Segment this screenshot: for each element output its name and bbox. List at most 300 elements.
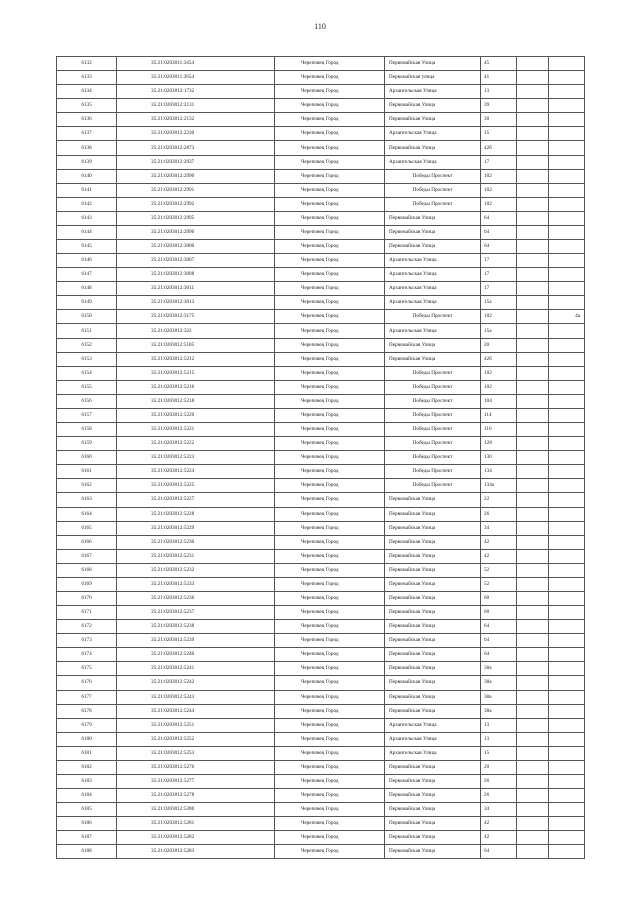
city-cell: Череповец Город <box>275 817 385 831</box>
building-cell <box>517 831 549 845</box>
building-cell <box>517 197 549 211</box>
building-cell <box>517 634 549 648</box>
city-cell: Череповец Город <box>275 155 385 169</box>
record-number-cell: 6154 <box>57 366 117 380</box>
house-number-cell: 114 <box>481 408 517 422</box>
note-cell <box>549 620 585 634</box>
house-number-cell: 102 <box>481 380 517 394</box>
house-number-cell: 128 <box>481 437 517 451</box>
table-row <box>57 127 585 141</box>
note-cell <box>549 774 585 788</box>
cadastral-number-cell: 35:21:0203012:5222 <box>117 437 275 451</box>
table-row <box>57 310 585 324</box>
street-cell: Первомайская Улица <box>385 535 481 549</box>
cadastral-number-cell: 35:21:0203011:3654 <box>117 71 275 85</box>
record-number-cell: 6166 <box>57 535 117 549</box>
record-number-cell: 6150 <box>57 310 117 324</box>
table-row <box>57 254 585 268</box>
table-row <box>57 296 585 310</box>
record-number-cell: 6164 <box>57 507 117 521</box>
street-cell: Первомайская Улица <box>385 648 481 662</box>
street-cell: Первомайская Улица <box>385 845 481 859</box>
street-cell: Архангельская Улица <box>385 296 481 310</box>
building-cell <box>517 85 549 99</box>
building-cell <box>517 549 549 563</box>
building-cell <box>517 451 549 465</box>
table-row <box>57 676 585 690</box>
city-cell: Череповец Город <box>275 831 385 845</box>
cadastral-number-cell: 35:21:0203012:2992 <box>117 197 275 211</box>
note-cell <box>549 197 585 211</box>
street-cell: Первомайская Улица <box>385 676 481 690</box>
building-cell <box>517 591 549 605</box>
record-number-cell: 6184 <box>57 789 117 803</box>
note-cell <box>549 831 585 845</box>
table-row <box>57 662 585 676</box>
table-row <box>57 141 585 155</box>
note-cell <box>549 225 585 239</box>
house-number-cell: 13 <box>481 718 517 732</box>
city-cell: Череповец Город <box>275 803 385 817</box>
table-row <box>57 789 585 803</box>
note-cell <box>549 690 585 704</box>
cadastral-number-cell: 35:21:0203012:5220 <box>117 408 275 422</box>
record-number-cell: 6173 <box>57 634 117 648</box>
note-cell <box>549 366 585 380</box>
table-row <box>57 521 585 535</box>
house-number-cell: 26 <box>481 507 517 521</box>
record-number-cell: 6167 <box>57 549 117 563</box>
cadastral-number-cell: 35:21:0203012:5280 <box>117 803 275 817</box>
house-number-cell: 17 <box>481 254 517 268</box>
building-cell <box>517 690 549 704</box>
table-row <box>57 591 585 605</box>
note-cell <box>549 296 585 310</box>
note-cell <box>549 549 585 563</box>
city-cell: Череповец Город <box>275 451 385 465</box>
street-cell: Архангельская Улица <box>385 268 481 282</box>
cadastral-number-cell: 35:21:0203012:5253 <box>117 746 275 760</box>
record-number-cell: 6181 <box>57 746 117 760</box>
cadastral-number-cell: 35:21:0203012:5227 <box>117 493 275 507</box>
record-number-cell: 6176 <box>57 676 117 690</box>
street-cell: Первомайская Улица <box>385 831 481 845</box>
cadastral-number-cell: 35:21:0203012:5242 <box>117 676 275 690</box>
building-cell <box>517 606 549 620</box>
building-cell <box>517 620 549 634</box>
record-number-cell: 6162 <box>57 479 117 493</box>
cadastral-number-cell: 35:21:0203012:5244 <box>117 704 275 718</box>
note-cell <box>549 845 585 859</box>
table-row <box>57 324 585 338</box>
building-cell <box>517 225 549 239</box>
table-row <box>57 746 585 760</box>
house-number-cell: 102 <box>481 366 517 380</box>
table-row <box>57 282 585 296</box>
building-cell <box>517 113 549 127</box>
record-number-cell: 6142 <box>57 197 117 211</box>
house-number-cell: 15а <box>481 296 517 310</box>
cadastral-number-cell: 35:21:0203012:5276 <box>117 760 275 774</box>
cadastral-number-cell: 35:21:0203012:5215 <box>117 366 275 380</box>
street-cell: Первомайская Улица <box>385 352 481 366</box>
city-cell: Череповец Город <box>275 704 385 718</box>
house-number-cell: 26 <box>481 789 517 803</box>
city-cell: Череповец Город <box>275 408 385 422</box>
cadastral-number-cell: 35:21:0203012:5228 <box>117 507 275 521</box>
cadastral-number-cell: 35:21:0203012:5241 <box>117 662 275 676</box>
street-cell: Первомайская Улица <box>385 507 481 521</box>
city-cell: Череповец Город <box>275 324 385 338</box>
cadastral-number-cell: 35:21:0203012:5238 <box>117 620 275 634</box>
note-cell <box>549 254 585 268</box>
note-cell <box>549 465 585 479</box>
city-cell: Череповец Город <box>275 423 385 437</box>
table-row <box>57 817 585 831</box>
city-cell: Череповец Город <box>275 606 385 620</box>
record-number-cell: 6135 <box>57 99 117 113</box>
note-cell <box>549 591 585 605</box>
note-cell <box>549 268 585 282</box>
cadastral-number-cell: 35:21:0203012:2991 <box>117 183 275 197</box>
note-cell <box>549 71 585 85</box>
note-cell <box>549 493 585 507</box>
registry-table <box>56 56 585 859</box>
table-row <box>57 225 585 239</box>
house-number-cell: 41 <box>481 71 517 85</box>
record-number-cell: 6139 <box>57 155 117 169</box>
note-cell <box>549 676 585 690</box>
cadastral-number-cell: 35:21:0203012:5283 <box>117 845 275 859</box>
table-row <box>57 845 585 859</box>
cadastral-number-cell: 35:21:0203012:5231 <box>117 549 275 563</box>
house-number-cell: 15 <box>481 127 517 141</box>
record-number-cell: 6183 <box>57 774 117 788</box>
house-number-cell: 102 <box>481 183 517 197</box>
street-cell: Архангельская Улица <box>385 254 481 268</box>
house-number-cell: 45 <box>481 57 517 71</box>
table-row <box>57 648 585 662</box>
record-number-cell: 6133 <box>57 71 117 85</box>
house-number-cell: 39 <box>481 99 517 113</box>
record-number-cell: 6172 <box>57 620 117 634</box>
cadastral-number-cell: 35:21:0203012:2996 <box>117 225 275 239</box>
building-cell <box>517 676 549 690</box>
note-cell <box>549 451 585 465</box>
record-number-cell: 6182 <box>57 760 117 774</box>
table-row <box>57 479 585 493</box>
note-cell <box>549 732 585 746</box>
city-cell: Череповец Город <box>275 479 385 493</box>
cadastral-number-cell: 35:21:0203012:322 <box>117 324 275 338</box>
street-cell: Первомайская Улица <box>385 606 481 620</box>
building-cell <box>517 324 549 338</box>
record-number-cell: 6171 <box>57 606 117 620</box>
record-number-cell: 6185 <box>57 803 117 817</box>
street-cell: Архангельская Улица <box>385 324 481 338</box>
street-cell: Первомайская Улица <box>385 760 481 774</box>
record-number-cell: 6155 <box>57 380 117 394</box>
city-cell: Череповец Город <box>275 296 385 310</box>
house-number-cell: 64 <box>481 620 517 634</box>
building-cell <box>517 268 549 282</box>
record-number-cell: 6160 <box>57 451 117 465</box>
note-cell <box>549 423 585 437</box>
record-number-cell: 6148 <box>57 282 117 296</box>
house-number-cell: 42б <box>481 352 517 366</box>
city-cell: Череповец Город <box>275 591 385 605</box>
table-row <box>57 85 585 99</box>
building-cell <box>517 240 549 254</box>
city-cell: Череповец Город <box>275 113 385 127</box>
city-cell: Череповец Город <box>275 394 385 408</box>
house-number-cell: 42 <box>481 549 517 563</box>
record-number-cell: 6178 <box>57 704 117 718</box>
house-number-cell: 52 <box>481 577 517 591</box>
city-cell: Череповец Город <box>275 563 385 577</box>
city-cell: Череповец Город <box>275 71 385 85</box>
city-cell: Череповец Город <box>275 141 385 155</box>
building-cell <box>517 380 549 394</box>
record-number-cell: 6188 <box>57 845 117 859</box>
note-cell <box>549 704 585 718</box>
cadastral-number-cell: 35:21:0203012:3007 <box>117 254 275 268</box>
table-row <box>57 465 585 479</box>
note-cell <box>549 183 585 197</box>
record-number-cell: 6146 <box>57 254 117 268</box>
street-cell: Победы Проспект <box>385 479 481 493</box>
street-cell: Первомайская Улица <box>385 521 481 535</box>
cadastral-number-cell: 35:21:0203012:5233 <box>117 577 275 591</box>
city-cell: Череповец Город <box>275 85 385 99</box>
building-cell <box>517 465 549 479</box>
street-cell: Первомайская Улица <box>385 577 481 591</box>
note-cell <box>549 817 585 831</box>
cadastral-number-cell: 35:21:0203012:5232 <box>117 563 275 577</box>
city-cell: Череповец Город <box>275 169 385 183</box>
table-row <box>57 732 585 746</box>
city-cell: Череповец Город <box>275 57 385 71</box>
record-number-cell: 6138 <box>57 141 117 155</box>
record-number-cell: 6151 <box>57 324 117 338</box>
street-cell: Первомайская Улица <box>385 493 481 507</box>
building-cell <box>517 535 549 549</box>
note-cell <box>549 718 585 732</box>
building-cell <box>517 493 549 507</box>
city-cell: Череповец Город <box>275 634 385 648</box>
note-cell <box>549 521 585 535</box>
table-row <box>57 394 585 408</box>
table-row <box>57 760 585 774</box>
note-cell <box>549 57 585 71</box>
cadastral-number-cell: 35:21:0203012:5223 <box>117 451 275 465</box>
record-number-cell: 6156 <box>57 394 117 408</box>
cadastral-number-cell: 35:21:0203012:5252 <box>117 732 275 746</box>
house-number-cell: 134 <box>481 465 517 479</box>
city-cell: Череповец Город <box>275 240 385 254</box>
street-cell: Архангельская Улица <box>385 746 481 760</box>
building-cell <box>517 366 549 380</box>
record-number-cell: 6147 <box>57 268 117 282</box>
note-cell <box>549 85 585 99</box>
cadastral-number-cell: 35:21:0203012:5237 <box>117 606 275 620</box>
city-cell: Череповец Город <box>275 549 385 563</box>
cadastral-number-cell: 35:21:0203012:3000 <box>117 240 275 254</box>
record-number-cell: 6157 <box>57 408 117 422</box>
house-number-cell: 42 <box>481 817 517 831</box>
table-row <box>57 437 585 451</box>
city-cell: Череповец Город <box>275 352 385 366</box>
building-cell <box>517 704 549 718</box>
record-number-cell: 6163 <box>57 493 117 507</box>
house-number-cell: 102 <box>481 197 517 211</box>
note-cell <box>549 648 585 662</box>
note-cell <box>549 789 585 803</box>
house-number-cell: 13 <box>481 85 517 99</box>
house-number-cell: 20 <box>481 760 517 774</box>
note-cell <box>549 113 585 127</box>
note-cell <box>549 141 585 155</box>
house-number-cell: 60 <box>481 606 517 620</box>
building-cell <box>517 338 549 352</box>
street-cell: Архангельская Улица <box>385 85 481 99</box>
building-cell <box>517 760 549 774</box>
house-number-cell: 42б <box>481 141 517 155</box>
cadastral-number-cell: 35:21:0203012:2995 <box>117 211 275 225</box>
table-row <box>57 71 585 85</box>
building-cell <box>517 563 549 577</box>
cadastral-number-cell: 35:21:0203012:5212 <box>117 352 275 366</box>
street-cell: Победы Проспект <box>385 465 481 479</box>
cadastral-number-cell: 35:21:0203012:2990 <box>117 169 275 183</box>
street-cell: Первомайская Улица <box>385 141 481 155</box>
city-cell: Череповец Город <box>275 99 385 113</box>
street-cell: Первомайская Улица <box>385 690 481 704</box>
street-cell: Первомайская Улица <box>385 634 481 648</box>
table-row <box>57 803 585 817</box>
building-cell <box>517 127 549 141</box>
house-number-cell: 30 <box>481 113 517 127</box>
note-cell <box>549 240 585 254</box>
building-cell <box>517 394 549 408</box>
house-number-cell: 38а <box>481 662 517 676</box>
cadastral-number-cell: 35:21:0203012:5243 <box>117 690 275 704</box>
cadastral-number-cell: 35:21:0203012:5281 <box>117 817 275 831</box>
record-number-cell: 6170 <box>57 591 117 605</box>
note-cell <box>549 352 585 366</box>
building-cell <box>517 648 549 662</box>
city-cell: Череповец Город <box>275 577 385 591</box>
record-number-cell: 6136 <box>57 113 117 127</box>
city-cell: Череповец Город <box>275 521 385 535</box>
note-cell <box>549 211 585 225</box>
street-cell: Первомайская Улица <box>385 662 481 676</box>
house-number-cell: 116 <box>481 423 517 437</box>
cadastral-number-cell: 35:21:0203012:3008 <box>117 268 275 282</box>
street-cell: Первомайская Улица <box>385 591 481 605</box>
house-number-cell: 38а <box>481 704 517 718</box>
building-cell <box>517 155 549 169</box>
record-number-cell: 6144 <box>57 225 117 239</box>
table-row <box>57 451 585 465</box>
city-cell: Череповец Город <box>275 718 385 732</box>
house-number-cell: 15а <box>481 324 517 338</box>
street-cell: Архангельская Улица <box>385 732 481 746</box>
table-row <box>57 423 585 437</box>
record-number-cell: 6161 <box>57 465 117 479</box>
street-cell: Архангельская Улица <box>385 127 481 141</box>
cadastral-number-cell: 35:21:0203012:2873 <box>117 141 275 155</box>
building-cell <box>517 507 549 521</box>
street-cell: Победы Проспект <box>385 380 481 394</box>
building-cell <box>517 437 549 451</box>
building-cell <box>517 99 549 113</box>
table-row <box>57 704 585 718</box>
building-cell <box>517 282 549 296</box>
house-number-cell: 34 <box>481 521 517 535</box>
building-cell <box>517 662 549 676</box>
house-number-cell: 17 <box>481 282 517 296</box>
table-row <box>57 366 585 380</box>
street-cell: Победы Проспект <box>385 197 481 211</box>
city-cell: Череповец Город <box>275 197 385 211</box>
street-cell: Первомайская Улица <box>385 817 481 831</box>
cadastral-number-cell: 35:21:0203012:5277 <box>117 774 275 788</box>
table-row <box>57 831 585 845</box>
street-cell: Архангельская Улица <box>385 155 481 169</box>
street-cell: Победы Проспект <box>385 394 481 408</box>
street-cell: Архангельская Улица <box>385 282 481 296</box>
street-cell: Первомайская улица <box>385 71 481 85</box>
house-number-cell: 20 <box>481 338 517 352</box>
city-cell: Череповец Город <box>275 732 385 746</box>
table-row <box>57 352 585 366</box>
table-row <box>57 99 585 113</box>
house-number-cell: 64 <box>481 225 517 239</box>
building-cell <box>517 211 549 225</box>
cadastral-number-cell: 35:21:0203012:3011 <box>117 282 275 296</box>
table-row <box>57 240 585 254</box>
city-cell: Череповец Город <box>275 183 385 197</box>
house-number-cell: 52 <box>481 563 517 577</box>
record-number-cell: 6153 <box>57 352 117 366</box>
table-row <box>57 535 585 549</box>
house-number-cell: 13 <box>481 732 517 746</box>
city-cell: Череповец Город <box>275 662 385 676</box>
street-cell: Первомайская Улица <box>385 803 481 817</box>
cadastral-number-cell: 35:21:0203012:5229 <box>117 521 275 535</box>
record-number-cell: 6175 <box>57 662 117 676</box>
note-cell <box>549 803 585 817</box>
street-cell: Победы Проспект <box>385 408 481 422</box>
note-cell: 4а <box>549 310 585 324</box>
street-cell: Первомайская Улица <box>385 549 481 563</box>
building-cell <box>517 141 549 155</box>
table-row <box>57 380 585 394</box>
note-cell <box>549 760 585 774</box>
city-cell: Череповец Город <box>275 746 385 760</box>
house-number-cell: 26 <box>481 774 517 788</box>
house-number-cell: 64 <box>481 634 517 648</box>
note-cell <box>549 577 585 591</box>
building-cell <box>517 732 549 746</box>
table-row <box>57 57 585 71</box>
cadastral-number-cell: 35:21:0203012:5221 <box>117 423 275 437</box>
cadastral-number-cell: 35:21:0203012:5251 <box>117 718 275 732</box>
city-cell: Череповец Город <box>275 310 385 324</box>
note-cell <box>549 169 585 183</box>
house-number-cell: 102 <box>481 310 517 324</box>
